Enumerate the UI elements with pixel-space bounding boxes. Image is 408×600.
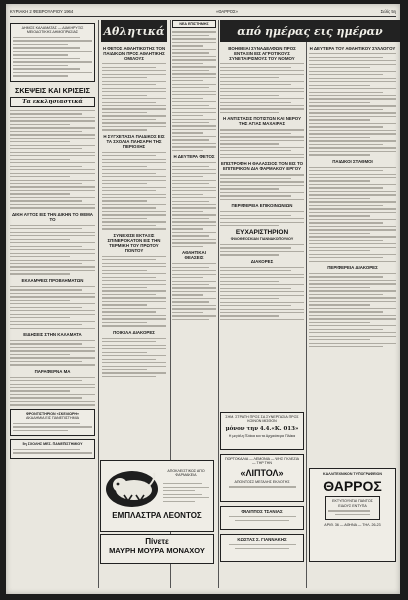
notice-text: ΣΗΜ. ΣΤΡΑΤΗ ΠΡΟΣ ΣΑ ΣΥΝΕΡΓΑΣΙΑ ΠΡΟΣ ΚΟΙΝΟΝ ΜΙΣΘΟΝ (225, 415, 299, 424)
thanks-name: ΦΙΛΟΘΕΟΣΚΙΑΝ ΓΙΑΝΝΑΚΟΠΟΥΛΟΥ (230, 237, 294, 242)
municipality-notice-title: ΔΗΜΟΣ ΚΑΛΑΜΑΤΑΣ — ΔΙΑΚΗΡΥΞΙΣ ΜΕΙΟΔΟΤΙΚΗΣ ΔΗΜΟΠΡΑΣΙΑΣ (21, 26, 84, 35)
header-page-number: Σελίς 5η (380, 9, 396, 14)
tutoring-ad (10, 409, 95, 436)
lion-illustration (104, 465, 160, 509)
drink-ad-text: ΜΑΥΡΗ ΜΟΥΡΑ ΜΟΝΑΧΟΥ (109, 546, 205, 555)
sub-title: Τα εκκλησιαστικά (22, 98, 83, 105)
day-to-day-banner (220, 20, 400, 42)
school-ad-title: 5η ΣΧΟΛΗΣ ΜΕΣ. ΠΑΝΕΠΙΣΤΗΜΙΟΥ (22, 442, 83, 447)
article-heading: ΒΟΗΘΕΙΑΙ ΣΥΝΑΔΕΛΦΩΝ ΠΡΟΣ ΕΝΤΑΞΙΝ ΕΙΣ ΑΓΡΟΤΙΚΟΥΣ ΣΥΝΕΤΑΙΡΙΣΜΟΥΣ ΤΟΥ ΝΟΜΟΥ (228, 46, 296, 61)
printing-ad-address: ΑΡΙΘ. 36 — ΑΘΗΝΑ — ΤΗΛ. 26-23 (324, 523, 381, 528)
liptol-ad-title: «ΛΙΠΤΟΛ» (240, 467, 284, 478)
thanks-title: ΕΥΧΑΡΙΣΤΗΡΙΟΝ (235, 229, 289, 237)
article-heading: ΔΙΑΚΟΡΕΣ (250, 258, 274, 264)
liptol-ad (220, 454, 304, 502)
printing-ad-services: ΕΚΤΥΠΟΥΝΤΑΙ ΠΑΝΤΟΣ ΕΙΔΟΥΣ ΕΝΤΥΠΑ (332, 499, 373, 508)
science-news-box (172, 20, 216, 28)
article-heading: Η ΑΝΤΙΣΤΑΣΙΣ ΠΟΤΙΣΤΩΝ ΚΑΙ ΝΕΡΟΥ ΤΗΣ ΑΓΙΑΣ ΜΑΧΑΙΡΑΣ (222, 116, 301, 127)
notice-box (220, 412, 304, 450)
printing-ad-title: ΚΑΛΛΙΤΕΧΝΙΚΟΝ ΤΥΠΟΓΡΑΦΕΙΟΝ (323, 472, 382, 476)
day-to-day-banner-text: από ημέρας εις ημέραν (237, 24, 383, 38)
sub-title-box (10, 97, 95, 107)
article-heading: ΕΙΔΗΣΕΙΣ ΣΤΗΝ ΚΑΛΑΜΑΤΑ (23, 331, 82, 337)
column-1 (10, 20, 95, 588)
sports-banner (101, 20, 167, 42)
article-heading: ΠΑΙΔΙΚΟΙ ΣΤΑΘΜΟΙ (332, 158, 373, 164)
notice-sub: Η μεγάλη Πλάκα και τα Αρχαιότερα Πλάκα (228, 433, 296, 438)
column-rule (98, 20, 99, 588)
article-heading: Η ΦΕΤΟΣ ΑΘΛΗΤΙΚΟΤΗΣ ΤΟΝ ΠΑΙΔΙΚΩΝ ΠΡΟΣ ΑΘΛΗΤΙΚΗΣ ΟΜΙΛΟΥΣ (102, 46, 166, 61)
printing-ad-services-box (325, 496, 380, 520)
article-heading: ΣΥΝΕΧΙΣΕ ΕΚΤΑΞΙΣ ΣΠΙΝΕΡΟΚΑΤΟΝ ΕΙΣ ΤΗΝ ΤΕΡΜΙΚΗ ΤΟΥ ΠΡΩΤΟΥ ΠΟΝΤΟΥ (107, 232, 161, 253)
article-heading: Η ΣΥΓΧΕΤΑΣΙΑ ΠΑΙΔΙΚΟΣ ΕΙΣ ΤΑ ΣΧΟΛΙΑ ΠΛΗΣΑΡΗ ΤΗΣ ΠΕΡΙΟΧΗΣ (103, 133, 165, 149)
column-rule (306, 20, 307, 588)
municipality-notice-box (10, 23, 95, 82)
article-heading: Η ΔΕΥΤΕΡΑ ΤΟΥ ΑΘΛΗΤΙΚΟΥ ΣΥΛΛΟΓΟΥ (309, 46, 396, 51)
article-heading: ΠΟΙΚΙΛΑ ΔΙΑΚΟΡΕΣ (113, 329, 155, 335)
tutoring-ad-title: ΦΡΟΝΤΙΣΤΗΡΙΟΝ «ΣΚΕΛΙΩΡΗ» (25, 411, 80, 416)
article-heading: ΠΑΡΑΦΕΡΝΑ ΜΑ (34, 368, 71, 374)
article-heading: ΕΠΙΣΤΡΟΦΗ Η ΘΑΛΑΣΣΙΟΣ ΤΟΝ ΕΙΣ ΤΟ ΕΠΙΤΕΡΙΚΟΝ ΔΙΑ ΦΑΡΜΑΚΟΥ ΕΡΓΟΥ (220, 161, 304, 172)
column-rule (218, 20, 219, 588)
liptol-ad-top: ΠΟΡΤΟΚΑΛΙΑ — ΛΕΜΟΝΙΑ — ΨΗΣ ΓΚΛΕΖΙΑ — ΤΗΡ ΤΗΝ (224, 457, 300, 466)
school-ad (10, 439, 95, 459)
shop-ad (220, 506, 304, 530)
header-date: ΚΥΡΙΑΚΗ 2 ΦΕΒΡΟΥΑΡΙΟΥ 1964 (10, 9, 74, 14)
section-title: ΣΚΕΨΕΙΣ ΚΑΙ ΚΡΙΣΕΙΣ (15, 85, 90, 95)
article-heading: ΠΕΡΙΦΕΡΕΙΑ ΔΙΑΚΟΡΕΣ (327, 264, 378, 270)
article-heading: Η ΔΕΥΤΕΡΑ ΦΕΤΟΣ (173, 154, 215, 160)
article-heading: ΔΙΚΗ ΑΥΤΟΣ ΕΙΣ ΤΗΝ ΔΙΚΗΝ ΤΟ ΘΕΜΑ ΤΟ (12, 211, 93, 222)
column-3 (172, 20, 216, 588)
tharros-printing-ad (309, 468, 396, 562)
merchant-ad (220, 534, 304, 562)
merchant-ad-title: ΚΩΣΤΑΣ Σ. ΓΙΑΝΝΑΚΗΣ (237, 537, 287, 542)
article-heading: ΑΘΛΗΤΙΚΑΙ ΘΕΑΣΕΙΣ (182, 250, 206, 261)
header-paper-name: «ΘΑΡΡΟΣ» (215, 9, 238, 14)
article-heading: ΠΕΡΙΦΕΡΕΙΑ ΕΠΙΚΟΙΝΩΝΙΩΝ (231, 203, 293, 209)
lion-ad-title: ΕΜΠΛΑΣΤΡΑ ΛΕΟΝΤΟΣ (112, 511, 202, 520)
printing-ad-name: ΘΑΡΡΟΣ (323, 478, 382, 495)
drink-ad-title: Πίνετε (145, 537, 169, 546)
sports-banner-text: Αθλητικά (103, 24, 165, 38)
shop-ad-title: ΦΙΛΙΠΠΟΣ ΤΣΑΝΙΑΣ (241, 509, 283, 514)
article-body (10, 110, 95, 209)
newspaper-page (6, 4, 400, 594)
tutoring-ad-text: ΑΚΑΔΗΜΙΑ ΕΙΣ ΠΑΝΕΠΙΣΤΗΜΙΑ (26, 416, 79, 421)
liptol-ad-sub: ΑΠΟΝΤΟΣΣ ΜΕΓΑΛΗΣ ΕΚΛΟΓΗΣ (234, 479, 290, 484)
science-news-title: ΝΕΑ ΕΠΙΣΤΗΜΗΣ (179, 22, 209, 26)
lion-ad-sub: ΑΠΟΚΛΕΙΣΤΙΚΩΣ ΑΠΟ ΦΑΡΜΑΚΕΙΑ (167, 469, 205, 478)
article-heading: ΕΚΛΑΜΨΕΙΣ ΠΡΟΒΛΗΜΑΤΩΝ (21, 277, 84, 283)
page-header (10, 7, 396, 17)
notice-big: μόνον την 4.4.«Κ. 013» (225, 425, 299, 432)
